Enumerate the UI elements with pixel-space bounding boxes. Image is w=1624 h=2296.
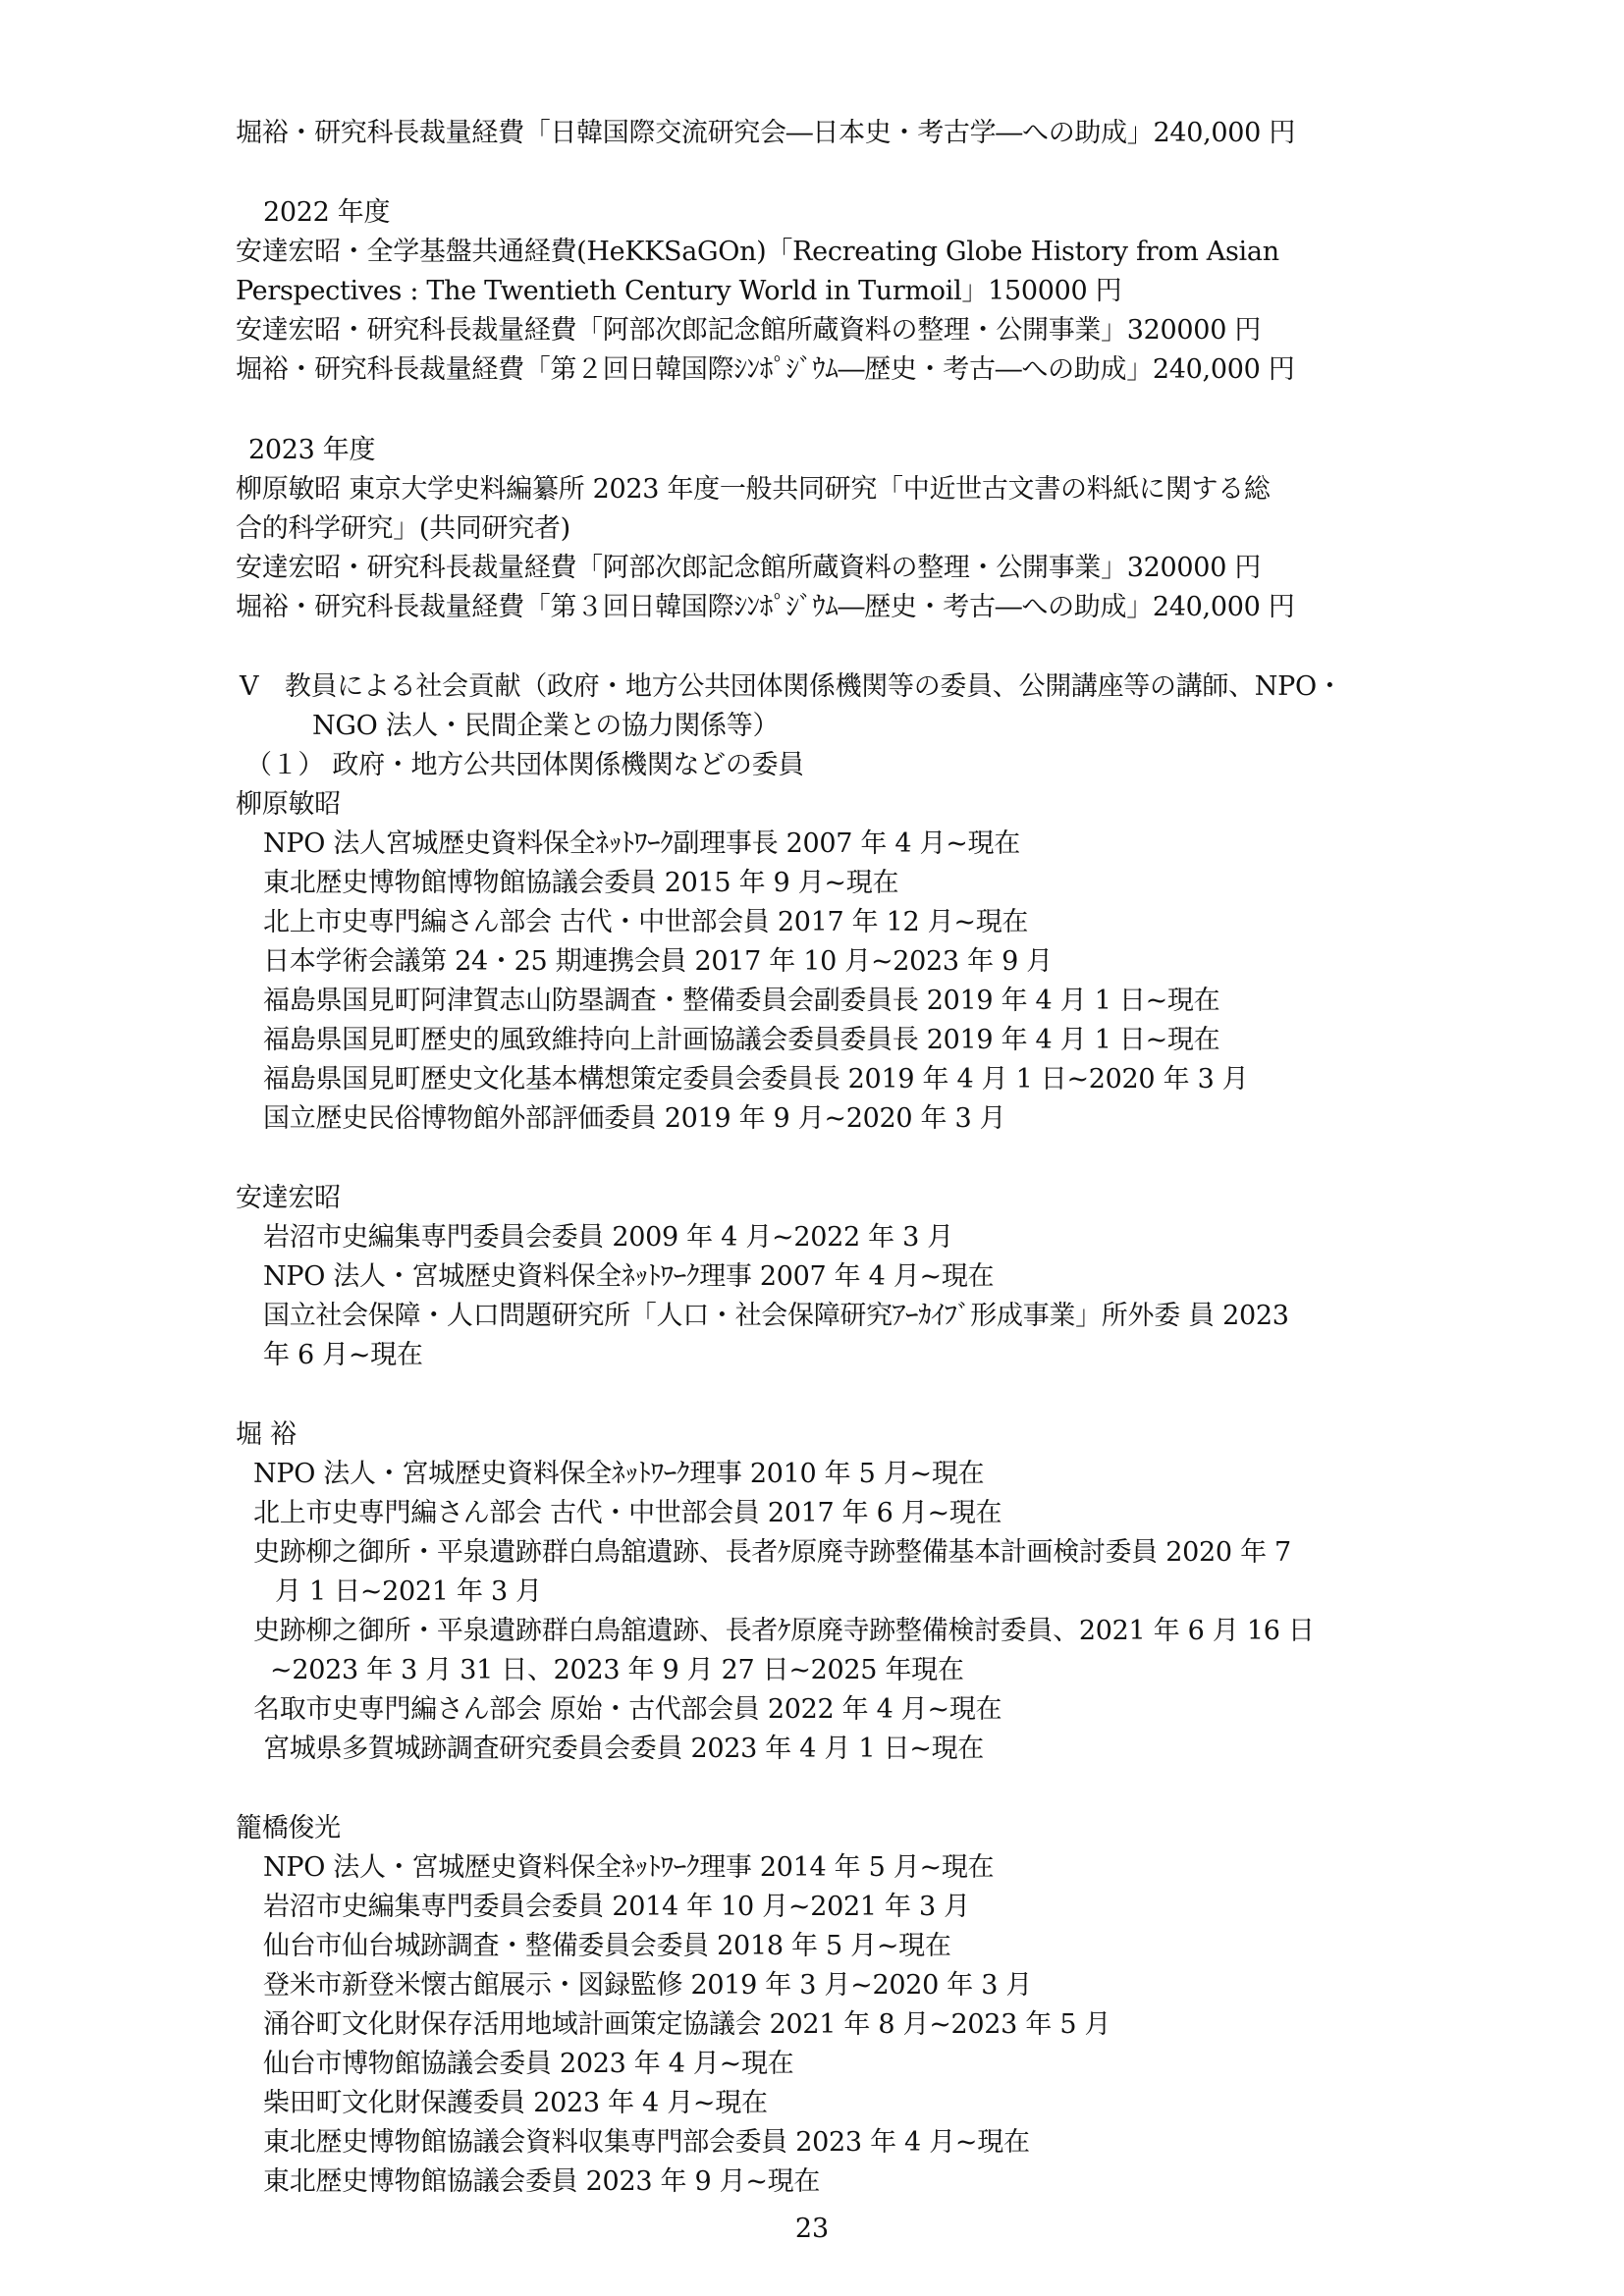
list-item: 福島県国見町歴史的風致維持向上計画協議会委員委員長 2019 年 4 月 1 日~現在 [263, 1025, 1220, 1055]
list-item: ~2023 年 3 月 31 日、2023 年 9 月 27 日~2025 年現在 [270, 1655, 964, 1685]
list-item: 北上市史専門編さん部会 古代・中世部会員 2017 年 6 月~現在 [253, 1498, 1002, 1528]
person-name: 柳原敏昭 [236, 789, 341, 820]
funding-line: 堀裕・研究科長裁量経費「日韓国際交流研究会―日本史・考古学―への助成」240,000 円 [236, 118, 1296, 148]
list-item: 東北歴史博物館協議会委員 2023 年 9 月~現在 [263, 2166, 821, 2197]
funding-line: 安達宏昭・研究科長裁量経費「阿部次郎記念館所蔵資料の整理・公開事業」320000 円 [236, 315, 1262, 346]
list-item: 登米市新登米懐古館展示・図録監修 2019 年 3 月~2020 年 3 月 [263, 1970, 1033, 2001]
person-name: 堀 裕 [236, 1419, 297, 1450]
list-item: 国立歴史民俗博物館外部評価委員 2019 年 9 月~2020 年 3 月 [263, 1103, 1006, 1134]
list-item: 史跡柳之御所・平泉遺跡群白鳥舘遺跡、長者ｹ原廃寺跡整備基本計画検討委員 2020 年 7 [253, 1537, 1291, 1568]
subsection-title: （１） 政府・地方公共団体関係機関などの委員 [245, 750, 804, 780]
funding-line: 安達宏昭・研究科長裁量経費「阿部次郎記念館所蔵資料の整理・公開事業」320000 円 [236, 553, 1262, 583]
list-item: 岩沼市史編集専門委員会委員 2014 年 10 月~2021 年 3 月 [263, 1892, 970, 1922]
list-item: 名取市史専門編さん部会 原始・古代部会員 2022 年 4 月~現在 [253, 1694, 1002, 1725]
list-item: 月 1 日~2021 年 3 月 [275, 1576, 542, 1607]
year-heading-2022: 2022 年度 [263, 197, 391, 228]
funding-line: 安達宏昭・全学基盤共通経費(HeKKSaGOn)「Recreating Globe History from Asian [236, 237, 1279, 267]
funding-line: 堀裕・研究科長裁量経費「第３回日韓国際ｼﾝﾎﾟｼﾞｳﾑ―歴史・考古―への助成」240,000 円 [236, 592, 1295, 622]
section-title: Ⅴ 教員による社会貢献（政府・地方公共団体関係機関等の委員、公開講座等の講師、NPO・ [240, 671, 1343, 702]
page-number: 23 [794, 2214, 830, 2244]
list-item: 東北歴史博物館博物館協議会委員 2015 年 9 月~現在 [263, 868, 899, 898]
list-item: 年 6 月~現在 [263, 1340, 423, 1370]
list-item: 仙台市仙台城跡調査・整備委員会委員 2018 年 5 月~現在 [263, 1931, 951, 1961]
list-item: NPO 法人・宮城歴史資料保全ﾈｯﾄﾜｰｸ理事 2014 年 5 月~現在 [263, 1852, 995, 1883]
list-item: 史跡柳之御所・平泉遺跡群白鳥舘遺跡、長者ｹ原廃寺跡整備検討委員、2021 年 6 月 16 日 [253, 1616, 1315, 1646]
funding-line: 合的科学研究」(共同研究者) [236, 513, 570, 544]
person-name: 籠橋俊光 [236, 1813, 341, 1843]
funding-line: 堀裕・研究科長裁量経費「第２回日韓国際ｼﾝﾎﾟｼﾞｳﾑ―歴史・考古―への助成」240,000 円 [236, 354, 1295, 385]
list-item: 福島県国見町歴史文化基本構想策定委員会委員長 2019 年 4 月 1 日~2020 年 3 月 [263, 1064, 1249, 1095]
list-item: 東北歴史博物館協議会資料収集専門部会委員 2023 年 4 月~現在 [263, 2127, 1030, 2158]
list-item: 日本学術会議第 24・25 期連携会員 2017 年 10 月~2023 年 9 月 [263, 946, 1053, 977]
list-item: NPO 法人宮城歴史資料保全ﾈｯﾄﾜｰｸ副理事長 2007 年 4 月~現在 [263, 828, 1020, 859]
list-item: 仙台市博物館協議会委員 2023 年 4 月~現在 [263, 2049, 794, 2079]
list-item: 岩沼市史編集専門委員会委員 2009 年 4 月~2022 年 3 月 [263, 1222, 953, 1253]
list-item: NPO 法人・宮城歴史資料保全ﾈｯﾄﾜｰｸ理事 2010 年 5 月~現在 [253, 1459, 985, 1489]
section-title-continued: NGO 法人・民間企業との協力関係等） [312, 711, 780, 741]
list-item: 福島県国見町阿津賀志山防塁調査・整備委員会副委員長 2019 年 4 月 1 日~現在 [263, 986, 1220, 1016]
list-item: NPO 法人・宮城歴史資料保全ﾈｯﾄﾜｰｸ理事 2007 年 4 月~現在 [263, 1261, 995, 1292]
funding-line: 柳原敏昭 東京大学史料編纂所 2023 年度一般共同研究「中近世古文書の料紙に関する総 [236, 474, 1271, 505]
person-name: 安達宏昭 [236, 1183, 341, 1213]
list-item: 北上市史専門編さん部会 古代・中世部会員 2017 年 12 月~現在 [263, 907, 1029, 937]
list-item: 国立社会保障・人口問題研究所「人口・社会保障研究ｱｰｶｲﾌﾞ形成事業」所外委 員 2023 [263, 1301, 1289, 1331]
list-item: 柴田町文化財保護委員 2023 年 4 月~現在 [263, 2088, 768, 2118]
list-item: 宮城県多賀城跡調査研究委員会委員 2023 年 4 月 1 日~現在 [263, 1734, 984, 1764]
year-heading-2023: 2023 年度 [248, 435, 376, 465]
list-item: 涌谷町文化財保存活用地域計画策定協議会 2021 年 8 月~2023 年 5 月 [263, 2009, 1111, 2040]
funding-line: Perspectives : The Twentieth Century World in Turmoil」150000 円 [236, 276, 1122, 306]
